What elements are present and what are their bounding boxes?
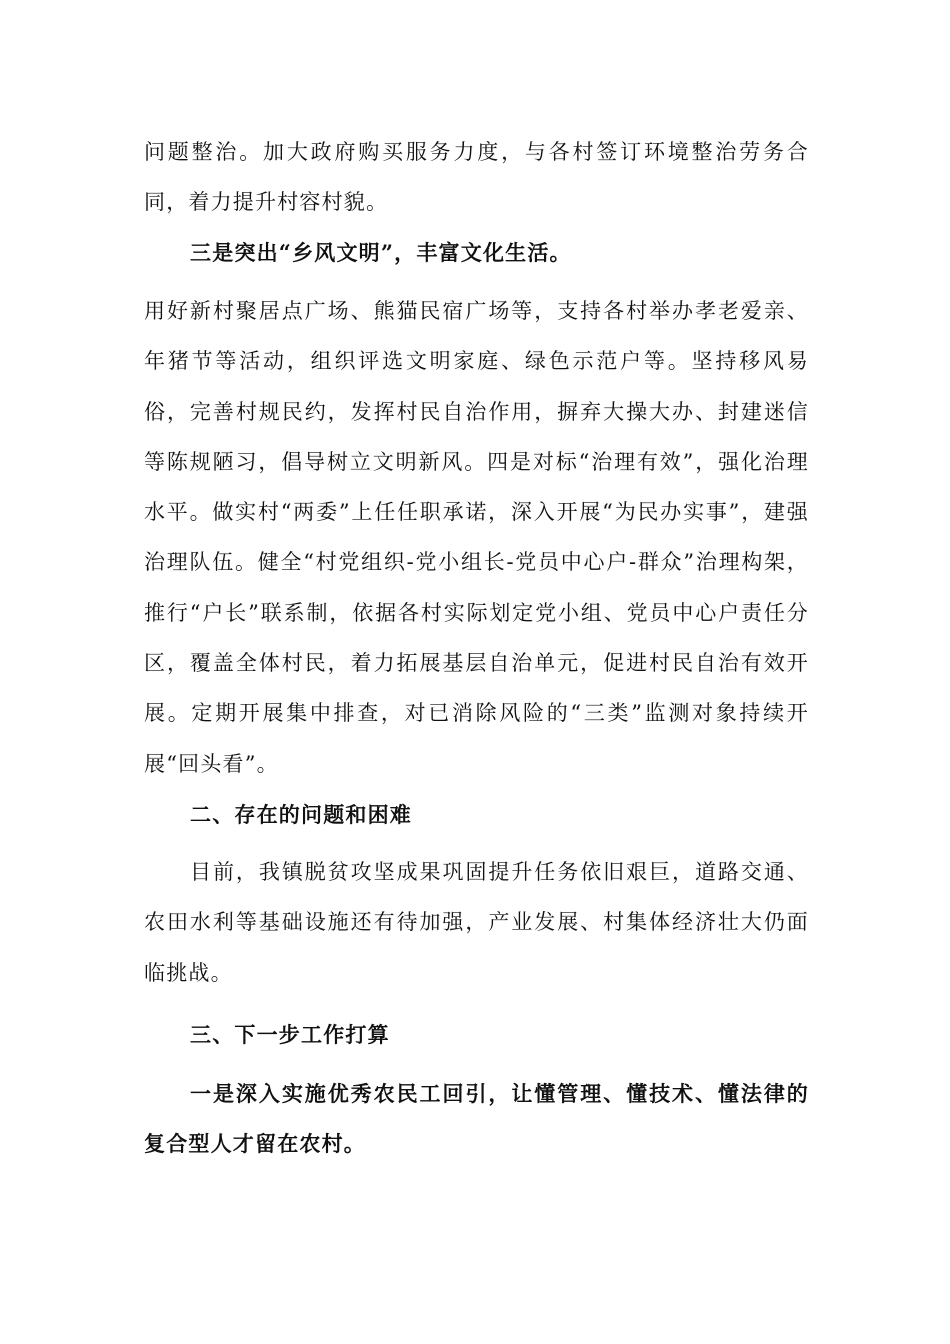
paragraph-continued: 问题整治。加大政府购买服务力度，与各村签订环境整治劳务合同，着力提升村容村貌。 [144, 140, 809, 215]
section-heading-next-steps: 三、下一步工作打算 [190, 1022, 390, 1047]
section-heading-problems: 二、存在的问题和困难 [190, 802, 412, 827]
paragraph-culture-governance: 用好新村聚居点广场、熊猫民宿广场等，支持各村举办孝老爱亲、年猪节等活动，组织评选文明家庭、绿色示范户等。坚持移风易俗，完善村规民约，发挥村民自治作用，摒弃大操大办、封建迷信等陈规陋习，倡导树立文明新风。四是对标“治理有效”，强化治理水平。做实村“两委”上任任职承诺，深入开展“为民办实事”，建强治理队伍。健全“村党组织-党小组长-党员中心户-群众”治理构架，推行“户长”联系制，依据各村实际划定党小组、党员中心户责任分区，覆盖全体村民，着力拓展基层自治单元，促进村民自治有效开展。定期开展集中排查，对已消除风险的“三类”监测对象持续开展“回头看”。 [144, 299, 809, 776]
paragraph-problems: 目前，我镇脱贫攻坚成果巩固提升任务依旧艰巨，道路交通、农田水利等基础设施还有待加强，产业发展、村集体经济壮大仍面临挑战。 [144, 860, 809, 985]
section-heading-rural-civility: 三是突出“乡风文明”，丰富文化生活。 [190, 240, 572, 265]
paragraph-next-steps-first: 一是深入实施优秀农民工回引，让懂管理、懂技术、懂法律的复合型人才留在农村。 [144, 1081, 809, 1157]
